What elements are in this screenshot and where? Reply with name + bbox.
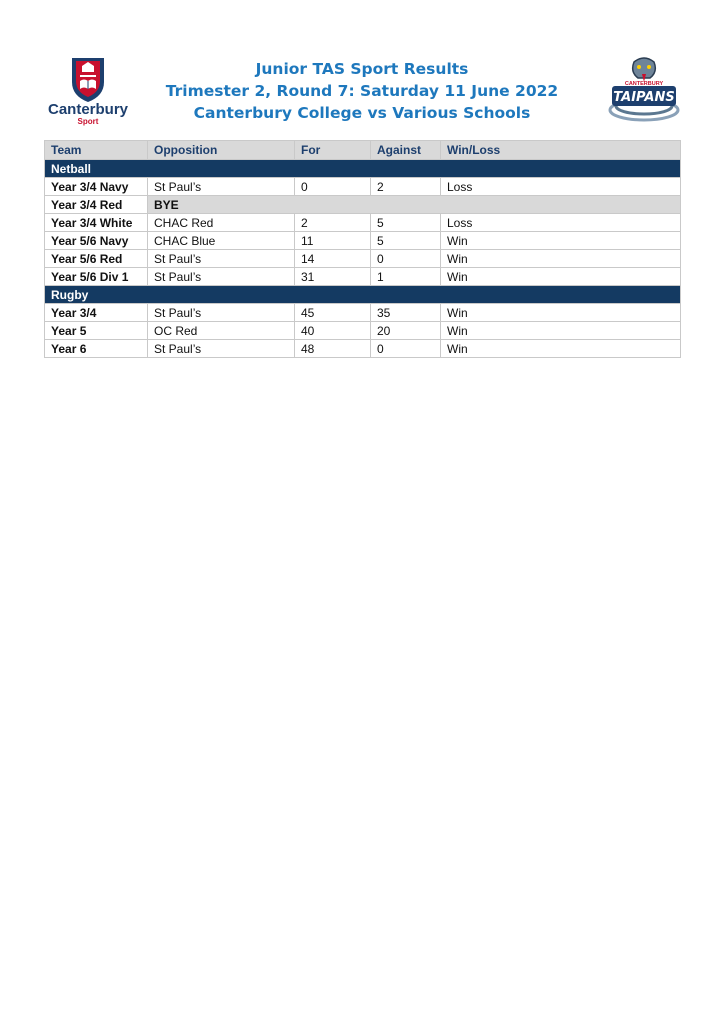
cell-opposition: St Paul’s [148, 268, 295, 286]
cell-for: 31 [295, 268, 371, 286]
section-row [45, 160, 681, 178]
column-header-win-loss: Win/Loss [441, 141, 681, 160]
column-header-opposition: Opposition [148, 141, 295, 160]
cell-for: 14 [295, 250, 371, 268]
right-logo-top: CANTERBURY [624, 81, 664, 87]
taipans-logo [606, 54, 682, 124]
right-logo-main: TAIPANS [613, 90, 675, 105]
cell-result: Win [441, 232, 681, 250]
cell-opposition: St Paul’s [148, 250, 295, 268]
left-logo-name: Canterbury [47, 101, 129, 118]
cell-team: Year 5/6 Navy [45, 232, 148, 250]
cell-for: 48 [295, 340, 371, 358]
cell-against: 20 [371, 322, 441, 340]
section-title: Rugby [45, 286, 681, 304]
table-row [45, 178, 681, 196]
table-row [45, 196, 681, 214]
results-body [45, 160, 681, 358]
canterbury-sport-logo [42, 56, 134, 126]
cell-opposition: CHAC Blue [148, 232, 295, 250]
cell-team: Year 5/6 Red [45, 250, 148, 268]
cell-result: Win [441, 250, 681, 268]
page-header [0, 0, 724, 136]
cell-team: Year 3/4 [45, 304, 148, 322]
cell-result: Win [441, 322, 681, 340]
column-header-team: Team [45, 141, 148, 160]
cell-bye: BYE [148, 196, 681, 214]
table-row [45, 340, 681, 358]
cell-team: Year 3/4 Navy [45, 178, 148, 196]
cell-result: Win [441, 340, 681, 358]
table-row [45, 250, 681, 268]
cell-team: Year 5 [45, 322, 148, 340]
cell-result: Win [441, 268, 681, 286]
cell-opposition: St Paul’s [148, 340, 295, 358]
cell-team: Year 3/4 White [45, 214, 148, 232]
section-row [45, 286, 681, 304]
title-line-2: Trimester 2, Round 7: Saturday 11 June 2022 [165, 82, 559, 100]
cell-for: 40 [295, 322, 371, 340]
cell-opposition: OC Red [148, 322, 295, 340]
cell-team: Year 3/4 Red [45, 196, 148, 214]
cell-for: 0 [295, 178, 371, 196]
table-header-row [45, 141, 681, 160]
results-table [44, 140, 681, 358]
cell-opposition: St Paul’s [148, 304, 295, 322]
cell-opposition: St Paul’s [148, 178, 295, 196]
cell-against: 0 [371, 340, 441, 358]
cell-result: Loss [441, 214, 681, 232]
cell-against: 0 [371, 250, 441, 268]
cell-against: 1 [371, 268, 441, 286]
cell-result: Win [441, 304, 681, 322]
table-row [45, 214, 681, 232]
title-line-3: Canterbury College vs Various Schools [193, 104, 531, 122]
column-header-against: Against [371, 141, 441, 160]
table-row [45, 268, 681, 286]
left-logo-sub: Sport [77, 117, 99, 126]
cell-against: 5 [371, 214, 441, 232]
table-row [45, 322, 681, 340]
cell-team: Year 6 [45, 340, 148, 358]
cell-against: 2 [371, 178, 441, 196]
cell-opposition: CHAC Red [148, 214, 295, 232]
table-row [45, 304, 681, 322]
title-line-1: Junior TAS Sport Results [255, 60, 469, 78]
section-title: Netball [45, 160, 681, 178]
cell-for: 11 [295, 232, 371, 250]
cell-for: 2 [295, 214, 371, 232]
cell-team: Year 5/6 Div 1 [45, 268, 148, 286]
cell-against: 35 [371, 304, 441, 322]
table-row [45, 232, 681, 250]
cell-result: Loss [441, 178, 681, 196]
column-header-for: For [295, 141, 371, 160]
cell-for: 45 [295, 304, 371, 322]
cell-against: 5 [371, 232, 441, 250]
page-titles [150, 58, 574, 124]
